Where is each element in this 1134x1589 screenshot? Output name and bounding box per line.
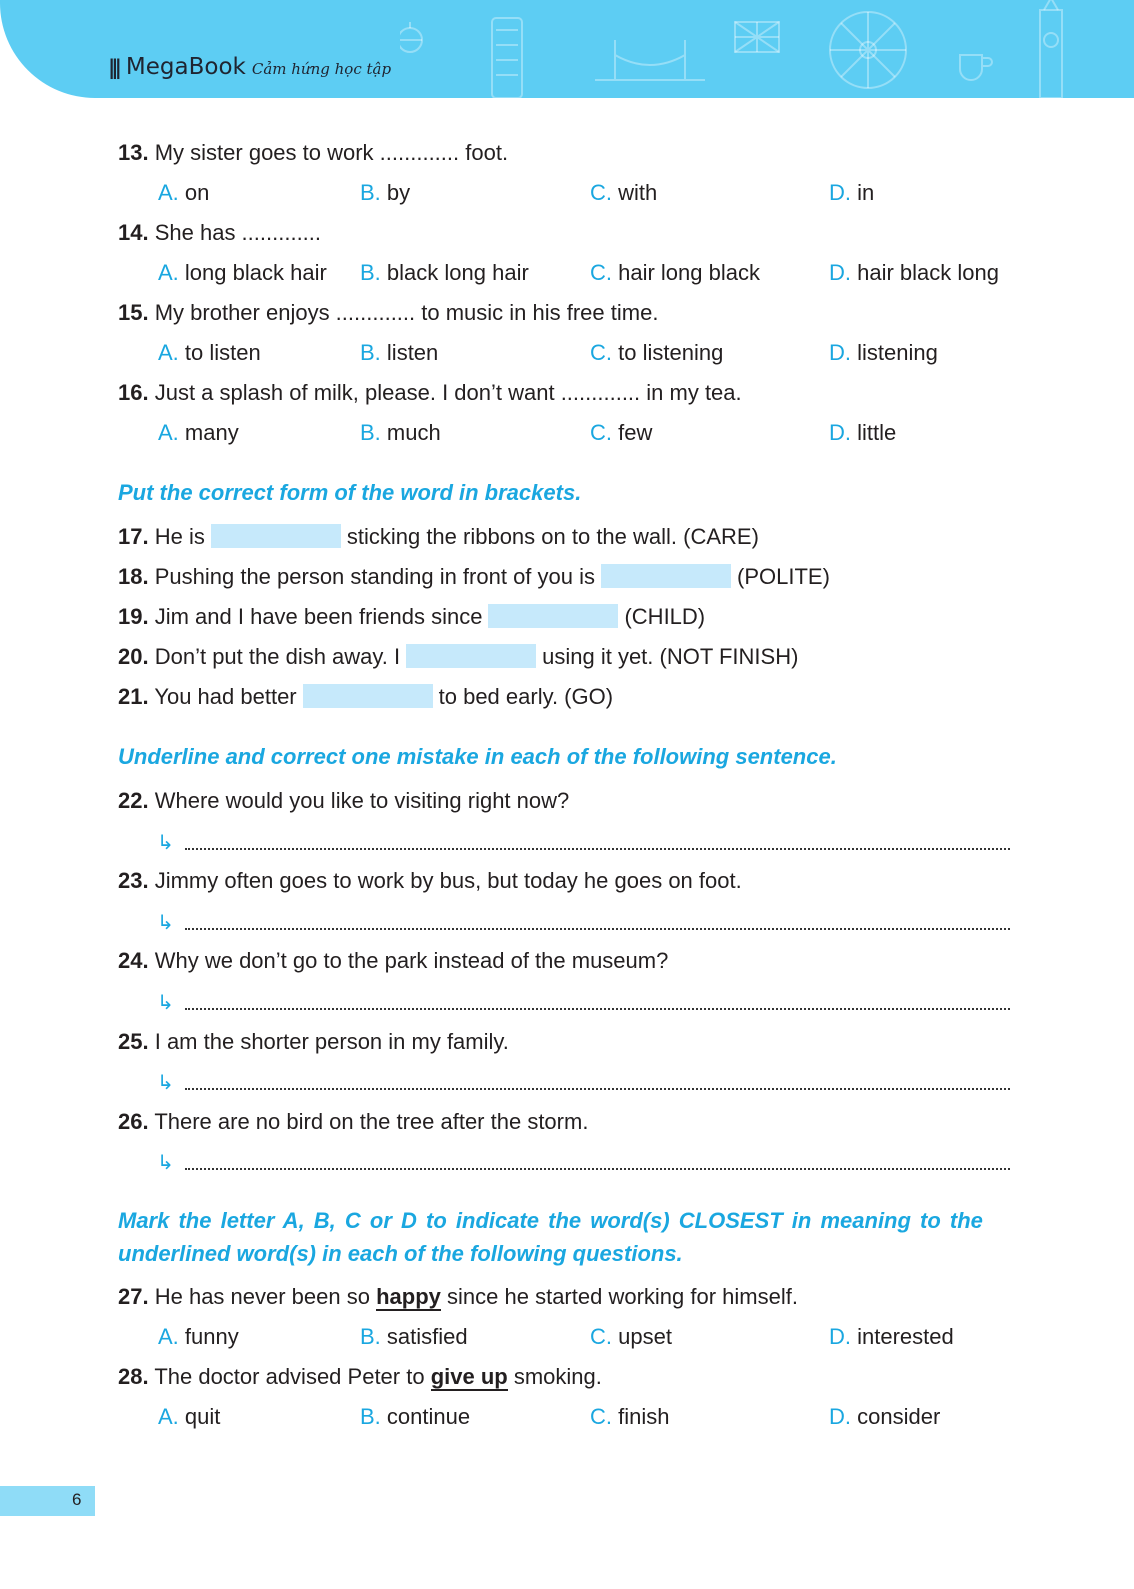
question-18: 18. Pushing the person standing in front of you is (POLITE)	[118, 564, 830, 589]
question-27: 27. He has never been so happy since he started working for himself.	[118, 1284, 798, 1309]
question-number: 18.	[118, 564, 149, 589]
q16-option-d[interactable]: D. little	[829, 420, 897, 445]
question-13	[118, 139, 508, 167]
question-15	[118, 299, 658, 327]
question-number: 26.	[118, 1109, 149, 1134]
answer-arrow-icon: ↳	[157, 1072, 174, 1094]
megabook-logo	[108, 54, 391, 80]
brand-tagline: Cảm hứng học tập	[251, 60, 392, 78]
q14-option-b[interactable]: B. black long hair	[360, 260, 529, 285]
q13-option-b[interactable]: B. by	[360, 180, 411, 205]
q27-option-c[interactable]: C. upset	[590, 1324, 672, 1349]
question-text: There are no bird on the tree after the storm.	[154, 1109, 589, 1134]
megabook-logo-icon: |||	[108, 55, 118, 79]
question-28: 28. The doctor advised Peter to give up smoking.	[118, 1364, 602, 1389]
answer-arrow-icon: ↳	[157, 832, 174, 854]
question-number: 25.	[118, 1029, 149, 1054]
question-number: 15.	[118, 300, 149, 325]
question-number: 14.	[118, 220, 149, 245]
q16-option-c[interactable]: C. few	[590, 420, 653, 445]
page-number: 6	[72, 1490, 82, 1509]
q14-option-d[interactable]: D. hair black long	[829, 260, 999, 285]
question-16	[118, 379, 742, 407]
underlined-word: happy	[376, 1284, 441, 1309]
question-19: 19. Jim and I have been friends since (CHILD)	[118, 604, 706, 629]
answer-blank[interactable]	[488, 604, 618, 628]
q27-option-a[interactable]: A. funny	[158, 1324, 239, 1349]
answer-arrow-icon: ↳	[157, 1152, 174, 1174]
q13-option-d[interactable]: D. in	[829, 180, 875, 205]
q28-option-b[interactable]: B. continue	[360, 1404, 471, 1429]
answer-arrow-icon: ↳	[157, 992, 174, 1014]
question-number: 17.	[118, 524, 149, 549]
answer-blank[interactable]	[211, 524, 341, 548]
london-landmarks-decoration	[400, 0, 1100, 98]
q14-option-c[interactable]: C. hair long black	[590, 260, 760, 285]
underlined-word: give up	[430, 1364, 508, 1389]
q15-option-a[interactable]: A. to listen	[158, 340, 261, 365]
answer-line[interactable]	[185, 1088, 1010, 1090]
question-text: Where would you like to visiting right now?	[154, 788, 570, 813]
q16-option-a[interactable]: A. many	[158, 420, 239, 445]
answer-blank[interactable]	[303, 684, 433, 708]
brand-name: MegaBook	[125, 54, 246, 80]
question-number: 24.	[118, 948, 149, 973]
q13-option-a[interactable]: A. on	[158, 180, 210, 205]
section-heading-error-correction: Underline and correct one mistake in each of the following sentence.	[118, 744, 837, 769]
question-text: I am the shorter person in my family.	[154, 1029, 509, 1054]
answer-blank[interactable]	[406, 644, 536, 668]
question-21: 21. You had better to bed early. (GO)	[118, 684, 614, 709]
q14-option-a[interactable]: A. long black hair	[158, 260, 327, 285]
answer-line[interactable]	[185, 848, 1010, 850]
answer-line[interactable]	[185, 928, 1010, 930]
page-header	[0, 0, 1134, 98]
q16-option-b[interactable]: B. much	[360, 420, 441, 445]
question-number: 19.	[118, 604, 149, 629]
q28-option-a[interactable]: A. quit	[158, 1404, 221, 1429]
answer-line[interactable]	[185, 1008, 1010, 1010]
question-number: 21.	[118, 684, 149, 709]
q28-option-d[interactable]: D. consider	[829, 1404, 941, 1429]
answer-blank[interactable]	[601, 564, 731, 588]
question-text: My sister goes to work ............. foot.	[154, 140, 509, 165]
question-20: 20. Don’t put the dish away. I using it yet. (NOT FINISH)	[118, 644, 799, 669]
section-heading-synonyms-line2: underlined word(s) in each of the following questions.	[118, 1241, 683, 1266]
question-number: 16.	[118, 380, 149, 405]
q27-option-d[interactable]: D. interested	[829, 1324, 954, 1349]
question-text: My brother enjoys ............. to music in his free time.	[154, 300, 659, 325]
question-number: 20.	[118, 644, 149, 669]
question-23	[118, 867, 742, 895]
question-22	[118, 787, 569, 815]
question-24	[118, 947, 668, 975]
q15-option-d[interactable]: D. listening	[829, 340, 938, 365]
question-text: Jimmy often goes to work by bus, but today he goes on foot.	[154, 868, 742, 893]
q15-option-b[interactable]: B. listen	[360, 340, 439, 365]
question-number: 27.	[118, 1284, 149, 1309]
question-text: Just a splash of milk, please. I don’t want ............. in my tea.	[154, 380, 742, 405]
answer-line[interactable]	[185, 1168, 1010, 1170]
answer-arrow-icon: ↳	[157, 912, 174, 934]
question-number: 13.	[118, 140, 149, 165]
q15-option-c[interactable]: C. to listening	[590, 340, 724, 365]
question-number: 28.	[118, 1364, 149, 1389]
question-text: She has .............	[154, 220, 322, 245]
question-number: 23.	[118, 868, 149, 893]
section-heading-word-form: Put the correct form of the word in brackets.	[118, 480, 582, 505]
q13-option-c[interactable]: C. with	[590, 180, 658, 205]
q27-option-b[interactable]: B. satisfied	[360, 1324, 468, 1349]
question-17: 17. He is sticking the ribbons on to the wall. (CARE)	[118, 524, 759, 549]
question-text: Why we don’t go to the park instead of the museum?	[154, 948, 669, 973]
question-26	[118, 1108, 588, 1136]
question-14	[118, 219, 321, 247]
section-heading-synonyms: Mark the letter A, B, C or D to indicate the word(s) CLOSEST in meaning to the	[118, 1208, 983, 1233]
question-number: 22.	[118, 788, 149, 813]
q28-option-c[interactable]: C. finish	[590, 1404, 670, 1429]
question-25	[118, 1028, 509, 1056]
